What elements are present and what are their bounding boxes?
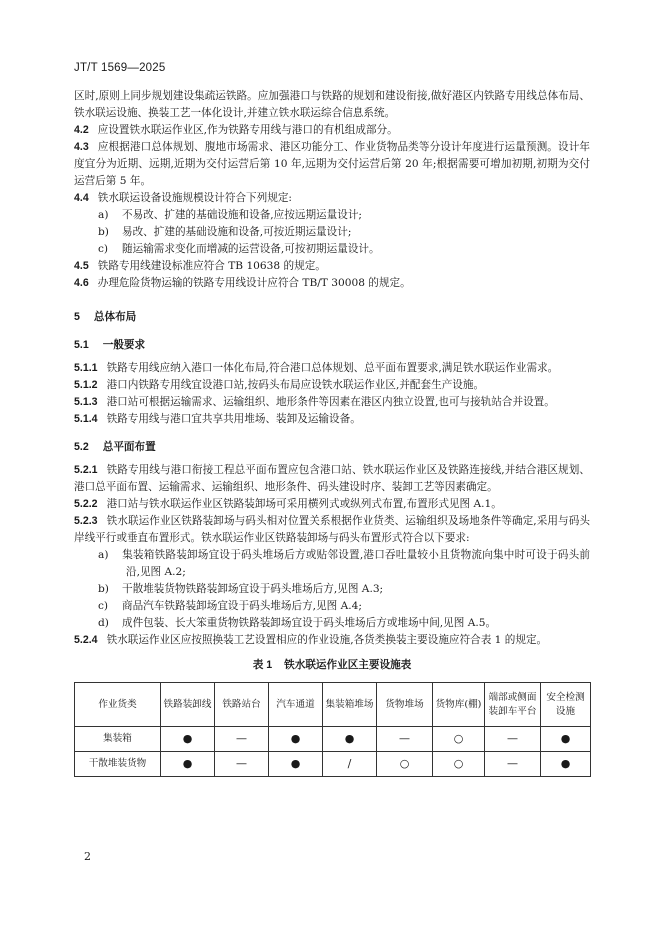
table-cell: ● bbox=[269, 752, 323, 777]
clause-4-4: 4.4 铁水联运设备设施规模设计符合下列规定: bbox=[74, 192, 292, 204]
paragraph-continuation: 区时,原则上同步规划建设集疏运铁路。应加强港口与铁路的规划和建设衔接,做好港区内铁路专用线总体布局、铁水联运设施、换装工艺一体化设计,并建立铁水联运综合信息系统。 bbox=[74, 90, 590, 119]
standard-code: JT/T 1569—2025 bbox=[74, 62, 166, 74]
table-row bbox=[75, 727, 591, 752]
table-cell: — bbox=[485, 727, 541, 752]
list-item: c) 随运输需求变化而增减的运营设备,可按初期运量设计。 bbox=[98, 243, 380, 255]
clause-5-2-1: 5.2.1 铁路专用线与港口衔接工程总平面布置应包含港口站、铁水联运作业区及铁路连接线,并结合港区规划、港口总平面布置、运输需求、运输组织、地形条件、码头建设时序、装卸工艺等因素确定。 bbox=[74, 464, 590, 493]
list-item: a) 不易改、扩建的基础设施和设备,应按远期运量设计; bbox=[98, 209, 362, 221]
list-item: b) 易改、扩建的基础设施和设备,可按近期运量设计; bbox=[98, 226, 352, 238]
clause-5-2-2: 5.2.2 港口站与铁水联运作业区铁路装卸场可采用横列式或纵列式布置,布置形式见图 A.1。 bbox=[74, 498, 502, 510]
clause-5-2-3: 5.2.3 铁水联运作业区铁路装卸场与码头相对位置关系根据作业货类、运输组织及场地条件等确定,采用与码头岸线平行或垂直布置形式。铁水联运作业区铁路装卸场与码头布置形式符合以下要求: bbox=[74, 515, 590, 544]
list-item: b) 干散堆装货物铁路装卸场宜设于码头堆场后方,见图 A.3; bbox=[98, 583, 384, 595]
list-item: d) 成件包装、长大笨重货物铁路装卸场宜设于码头堆场后方或堆场中间,见图 A.5。 bbox=[98, 617, 497, 629]
clause-5-2-4: 5.2.4 铁水联运作业区应按照换装工艺设置相应的作业设施,各货类换装主要设施应符合表 1 的规定。 bbox=[74, 634, 548, 646]
table-header-cell: 安全检测设施 bbox=[541, 683, 591, 727]
table-header-cell: 端部或侧面装卸车平台 bbox=[485, 683, 541, 727]
table-header-row bbox=[75, 683, 591, 727]
clause-5-1-2: 5.1.2 港口内铁路专用线宜设港口站,按码头布局应设铁水联运作业区,并配套生产设施。 bbox=[74, 379, 485, 391]
table-cell: ○ bbox=[377, 752, 433, 777]
clause-4-5: 4.5 铁路专用线建设标准应符合 TB 10638 的规定。 bbox=[74, 260, 326, 272]
clause-4-3: 4.3 应根据港口总体规划、腹地市场需求、港区功能分工、作业货物品类等分设计年度进行运量预测。设计年度宜分为近期、远期,近期为交付运营后第 10 年,远期为交付运营后第 20 年;根据需要可增加初期,初期为交付运营后第 5 年。 bbox=[74, 141, 590, 187]
table-cell: 干散堆装货物 bbox=[75, 752, 161, 777]
clause-5-1-1: 5.1.1 铁路专用线应纳入港口一体化布局,符合港口总体规划、总平面布置要求,满足铁水联运作业需求。 bbox=[74, 362, 559, 374]
table-header-cell: 货物堆场 bbox=[377, 683, 433, 727]
table-cell: ● bbox=[541, 752, 591, 777]
list-item: c) 商品汽车铁路装卸场宜设于码头堆场后方,见图 A.4; bbox=[98, 600, 362, 612]
clause-5-1-4: 5.1.4 铁路专用线与港口宜共享共用堆场、装卸及运输设备。 bbox=[74, 413, 361, 425]
table-header-cell: 铁路装卸线 bbox=[161, 683, 215, 727]
table-cell: ● bbox=[323, 727, 377, 752]
table-header-cell: 铁路站台 bbox=[215, 683, 269, 727]
table-header-cell: 作业货类 bbox=[75, 683, 161, 727]
table-caption: 表 1 铁水联运作业区主要设施表 bbox=[252, 659, 412, 671]
table-cell: ● bbox=[269, 727, 323, 752]
table-header-cell: 货物库(棚) bbox=[433, 683, 485, 727]
table-cell: ○ bbox=[433, 752, 485, 777]
table-cell: ○ bbox=[433, 727, 485, 752]
table-cell: — bbox=[485, 752, 541, 777]
table-row bbox=[75, 752, 591, 777]
table-cell: — bbox=[215, 752, 269, 777]
chapter-heading: 5 总体布局 bbox=[74, 311, 137, 323]
table-cell: 集装箱 bbox=[75, 727, 161, 752]
facilities-table bbox=[74, 682, 591, 777]
section-heading-5-2: 5.2 总平面布置 bbox=[74, 441, 156, 453]
table-cell: / bbox=[323, 752, 377, 777]
section-heading-5-1: 5.1 一般要求 bbox=[74, 339, 146, 351]
table-cell: ● bbox=[161, 727, 215, 752]
clause-4-6: 4.6 办理危险货物运输的铁路专用线设计应符合 TB/T 30008 的规定。 bbox=[74, 277, 411, 289]
clause-5-1-3: 5.1.3 港口站可根据运输需求、运输组织、地形条件等因素在港区内独立设置,也可与接轨站合并设置。 bbox=[74, 396, 555, 408]
clause-4-2: 4.2 应设置铁水联运作业区,作为铁路专用线与港口的有机组成部分。 bbox=[74, 124, 398, 136]
table-cell: ● bbox=[541, 727, 591, 752]
list-item: a) 集装箱铁路装卸场宜设于码头堆场后方或贴邻设置,港口吞吐量较小且货物流向集中时可设于码头前沿,见图 A.2; bbox=[98, 549, 590, 578]
table-cell: — bbox=[215, 727, 269, 752]
page-number: 2 bbox=[84, 850, 91, 863]
table-cell: ● bbox=[161, 752, 215, 777]
document-body bbox=[74, 88, 590, 777]
table-header-cell: 集装箱堆场 bbox=[323, 683, 377, 727]
table-cell: — bbox=[377, 727, 433, 752]
table-header-cell: 汽车通道 bbox=[269, 683, 323, 727]
